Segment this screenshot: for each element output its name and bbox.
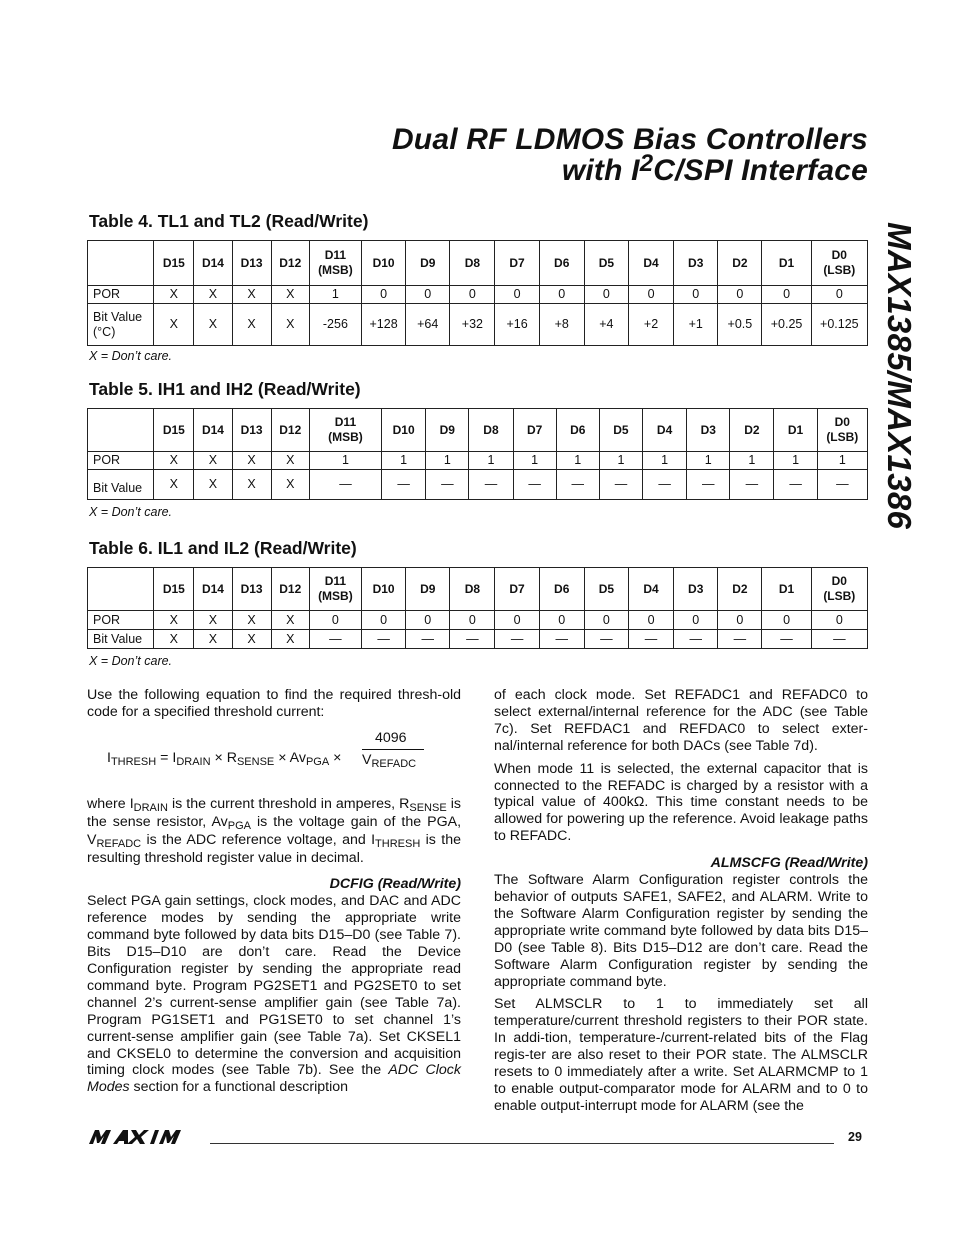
header-d7: D7 [495, 241, 539, 286]
table-cell: X [194, 630, 232, 649]
table-cell: 1 [309, 452, 381, 470]
table-cell: +16 [495, 304, 539, 346]
header-d7: D7 [495, 568, 539, 611]
header-d2: D2 [730, 409, 774, 452]
table-cell: — [811, 630, 867, 649]
header-lsb: (LSB) [823, 263, 856, 277]
header-d11-name: D11 [324, 248, 347, 262]
table-cell: +1 [674, 304, 718, 346]
eq-v: V [362, 751, 372, 768]
table-cell: +0.125 [811, 304, 867, 346]
title-line-2 [392, 150, 868, 188]
table-cell: 1 [599, 452, 642, 470]
almscfg-paragraph: The Software Alarm Configuration register controls the behavior of outputs SAFE1, SAFE2, and ALARM. Write to the Software Alarm Configuration register by sending the appropriate write command byte followed by data bits D15–D0 (see Table 8). Bits D15–D12 are don’t care. Read the Software Alarm Configuration register by sending the appropriate command byte. [494, 872, 868, 990]
table-cell: X [232, 611, 271, 630]
table-cell: — [406, 630, 450, 649]
dcfig-heading: DCFIG (Read/Write) [329, 876, 461, 893]
table-cell: 0 [628, 286, 673, 304]
header-d3: D3 [674, 568, 718, 611]
page-number: 29 [848, 1130, 862, 1144]
header-blank-cell [88, 568, 154, 611]
row-label: POR [88, 611, 154, 630]
header-d8: D8 [450, 568, 495, 611]
table-cell: 1 [817, 452, 867, 470]
header-d0-name: D0 [831, 248, 847, 262]
header-d0-name: D0 [831, 574, 847, 588]
table-cell: +64 [406, 304, 450, 346]
table-cell: 0 [362, 611, 406, 630]
header-d14: D14 [194, 568, 232, 611]
header-msb: (MSB) [318, 589, 353, 603]
table-cell: — [495, 630, 539, 649]
header-d2: D2 [718, 241, 762, 286]
eq-sub-pga: PGA [305, 755, 330, 768]
table-row [88, 286, 868, 304]
table-cell: X [194, 470, 232, 500]
right-text-column [494, 687, 868, 1121]
eq-denominator [362, 752, 416, 770]
table-cell: -256 [309, 304, 361, 346]
eq-numerator: 4096 [375, 729, 407, 746]
almscfg-heading: ALMSCFG (Read/Write) [710, 855, 868, 872]
table-cell: — [556, 470, 599, 500]
table-cell: 0 [495, 286, 539, 304]
table-cell: +4 [584, 304, 628, 346]
table-cell: X [271, 630, 309, 649]
eq-times-r: × R [210, 749, 237, 766]
header-d12: D12 [271, 409, 309, 452]
header-d13: D13 [232, 409, 271, 452]
table-cell: 0 [762, 286, 811, 304]
header-d0 [811, 241, 867, 286]
header-d10: D10 [362, 568, 406, 611]
table-cell: 0 [762, 611, 811, 630]
row-label: Bit Value [88, 470, 154, 500]
where-text-6: is the resulting threshold register value in decimal. [87, 831, 461, 866]
table-cell: 0 [674, 611, 718, 630]
row-label [88, 304, 154, 346]
header-d11 [309, 568, 361, 611]
table-cell: — [309, 470, 381, 500]
footer-rule [210, 1143, 834, 1144]
header-d3: D3 [687, 409, 730, 452]
table-cell: 1 [513, 452, 556, 470]
table4 [87, 240, 868, 346]
table-cell: X [154, 470, 194, 500]
row-label: Bit Value [88, 630, 154, 649]
table-cell: 0 [539, 286, 584, 304]
table-cell: X [194, 304, 232, 346]
table-cell: — [382, 470, 426, 500]
where-text-1: where I [87, 795, 134, 812]
table-cell: — [718, 630, 762, 649]
table-cell: — [674, 630, 718, 649]
where-sub-drain: DRAIN [133, 801, 168, 814]
header-d15: D15 [154, 241, 194, 286]
table-cell: 1 [774, 452, 817, 470]
where-sub-pga: PGA [227, 819, 252, 832]
table-cell: 1 [382, 452, 426, 470]
dcfig-text-tail: section for a functional description [129, 1079, 349, 1096]
table-cell: X [232, 304, 271, 346]
eq-fraction-bar [362, 749, 424, 750]
header-d13: D13 [232, 568, 271, 611]
left-text-column [87, 687, 461, 1102]
table-cell: — [762, 630, 811, 649]
table6 [87, 567, 868, 649]
table6-note: X = Don’t care. [89, 654, 173, 668]
header-d10: D10 [362, 241, 406, 286]
table-cell: 0 [309, 611, 361, 630]
table-cell: 1 [643, 452, 687, 470]
title-superscript: 2 [639, 150, 654, 177]
dcfig-text: Select PGA gain settings, clock modes, and DAC and ADC reference modes by sending the appropriate write command byte followed by data bits D15–D0 (see Table 7). Bits D15–D10 are don’t care. Read the Device Configuration register by sending the appropriate read command byte. Program PG2SET1 and PG2SET0 to set channel 2’s current-sense amplifier gain (see Table 7a). Program PG1SET1 and PG1SET0 to set channel 1’s current-sense amplifier gain (see Table 7a). Set CKSEL1 and CKSEL0 to determine the conversion and acquisition timing clock modes (see Table 7b). See the [87, 893, 461, 1079]
header-d8: D8 [469, 409, 513, 452]
table-cell: 0 [718, 286, 762, 304]
where-text-4: is the voltage gain of the PGA, V [87, 813, 462, 848]
table-cell: +0.25 [762, 304, 811, 346]
table-header-row [88, 568, 868, 611]
table-cell: 0 [539, 611, 584, 630]
header-d15: D15 [154, 409, 194, 452]
table-row [88, 470, 868, 500]
header-d4: D4 [643, 409, 687, 452]
header-d8: D8 [450, 241, 495, 286]
table5-title: Table 5. IH1 and IH2 (Read/Write) [89, 379, 361, 399]
table-cell: — [628, 630, 673, 649]
table-cell: 0 [718, 611, 762, 630]
table4-title: Table 4. TL1 and TL2 (Read/Write) [89, 211, 369, 231]
table-cell: X [232, 630, 271, 649]
eq-equals-i: = I [156, 749, 177, 766]
header-blank-cell [88, 241, 154, 286]
table-header-row [88, 409, 868, 452]
header-d15: D15 [154, 568, 194, 611]
table-cell: — [539, 630, 584, 649]
header-d11 [309, 241, 361, 286]
table-cell: — [362, 630, 406, 649]
eq-sub-sense: SENSE [236, 755, 275, 768]
table-cell: 0 [495, 611, 539, 630]
table-cell: — [643, 470, 687, 500]
maxim-logo-icon [86, 1128, 198, 1146]
table-cell: +32 [450, 304, 495, 346]
row-label: POR [88, 286, 154, 304]
table-row [88, 304, 868, 346]
table-cell: X [271, 304, 309, 346]
header-d6: D6 [539, 568, 584, 611]
header-d1: D1 [762, 568, 811, 611]
header-d10: D10 [382, 409, 426, 452]
table-cell: X [154, 630, 194, 649]
table-cell: X [271, 286, 309, 304]
header-d9: D9 [426, 409, 469, 452]
header-d11-name: D11 [334, 415, 357, 429]
table-cell: 0 [450, 611, 495, 630]
header-lsb: (LSB) [826, 430, 859, 444]
table-cell: 0 [450, 286, 495, 304]
header-lsb: (LSB) [823, 589, 856, 603]
table-cell: — [450, 630, 495, 649]
maxim-logo [86, 1128, 198, 1151]
header-d14: D14 [194, 409, 232, 452]
table-cell: 1 [469, 452, 513, 470]
header-blank-cell [88, 409, 154, 452]
header-d5: D5 [599, 409, 642, 452]
title-line-2-prefix: with I [561, 154, 640, 187]
table-cell: X [271, 452, 309, 470]
table-cell: 0 [628, 611, 673, 630]
header-d9: D9 [406, 568, 450, 611]
table-cell: +2 [628, 304, 673, 346]
table-cell: 1 [556, 452, 599, 470]
table-cell: 0 [584, 611, 628, 630]
where-sub-refadc: REFADC [96, 837, 142, 850]
header-d5: D5 [584, 568, 628, 611]
table-cell: — [309, 630, 361, 649]
table-cell: X [154, 304, 194, 346]
where-text-5: is the ADC reference voltage, and I [141, 831, 376, 848]
table-cell: — [584, 630, 628, 649]
table-cell: X [232, 286, 271, 304]
table-cell: X [232, 470, 271, 500]
eq-sub-thresh: THRESH [110, 755, 157, 768]
eq-sub-refadc: REFADC [371, 757, 417, 770]
title-line-2-suffix: C/SPI Interface [653, 154, 868, 187]
table-cell: 1 [426, 452, 469, 470]
where-sub-thresh: THRESH [375, 837, 421, 850]
table-cell: — [426, 470, 469, 500]
table5-note: X = Don’t care. [89, 505, 173, 519]
header-d2: D2 [718, 568, 762, 611]
table-cell: 1 [309, 286, 361, 304]
header-msb: (MSB) [328, 430, 363, 444]
header-d4: D4 [628, 568, 673, 611]
row-label: POR [88, 452, 154, 470]
header-d0 [811, 568, 867, 611]
almsclr-paragraph: Set ALMSCLR to 1 to immediately set all temperature/current threshold registers to their POR state. In addi-tion, temperature-/current-related bits of the Flag regis-ter are also reset to their POR state. The ALMSCLR resets to 0 immediately after a write. Set ALARMCMP to 1 to enable output-comparator mode for ALARM and to 0 to enable output-interrupt mode for ALARM (see the [494, 996, 868, 1114]
table-cell: — [730, 470, 774, 500]
table-cell: X [194, 611, 232, 630]
header-d14: D14 [194, 241, 232, 286]
header-d3: D3 [674, 241, 718, 286]
header-d9: D9 [406, 241, 450, 286]
row-label-line2: (°C) [93, 324, 116, 339]
header-d4: D4 [628, 241, 673, 286]
where-paragraph [87, 796, 461, 867]
table-cell: X [154, 286, 194, 304]
table-cell: 1 [687, 452, 730, 470]
table-header-row [88, 241, 868, 286]
table-cell: X [154, 611, 194, 630]
table6-title: Table 6. IL1 and IL2 (Read/Write) [89, 538, 357, 558]
header-msb: (MSB) [318, 263, 353, 277]
table-cell: +0.5 [718, 304, 762, 346]
table4-note: X = Don’t care. [89, 349, 173, 363]
table-cell: — [599, 470, 642, 500]
table-cell: — [817, 470, 867, 500]
eq-sub-drain: DRAIN [176, 755, 211, 768]
eq-times-av: × Av [274, 749, 306, 766]
header-d12: D12 [271, 568, 309, 611]
table-cell: 0 [406, 611, 450, 630]
header-d1: D1 [774, 409, 817, 452]
table-cell: — [469, 470, 513, 500]
table-cell: — [687, 470, 730, 500]
dcfig-paragraph [87, 893, 461, 1096]
table-cell: X [154, 452, 194, 470]
header-d12: D12 [271, 241, 309, 286]
header-d1: D1 [762, 241, 811, 286]
header-d0 [817, 409, 867, 452]
table-cell: — [774, 470, 817, 500]
table-cell: X [271, 611, 309, 630]
where-sub-sense: SENSE [409, 801, 447, 814]
header-d13: D13 [232, 241, 271, 286]
dcfig-italic-ref: ADC Clock Modes [87, 1062, 461, 1096]
table-cell: X [232, 452, 271, 470]
table-cell: 0 [584, 286, 628, 304]
header-d6: D6 [556, 409, 599, 452]
table-cell: 0 [362, 286, 406, 304]
row-label-line1: Bit Value [93, 309, 143, 324]
eq-times: × [329, 749, 342, 766]
where-text-3: is the sense resistor, Av [87, 795, 461, 830]
table-cell: +8 [539, 304, 584, 346]
threshold-equation [87, 730, 461, 782]
table-cell: — [513, 470, 556, 500]
table-cell: 0 [811, 611, 867, 630]
table-row [88, 630, 868, 649]
title-line-1: Dual RF LDMOS Bias Controllers [391, 123, 868, 156]
equation-expression [107, 750, 341, 768]
header-d11-name: D11 [324, 574, 347, 588]
table-cell: X [194, 286, 232, 304]
eq-i: I [107, 749, 111, 766]
table-row [88, 452, 868, 470]
where-text-2: is the current threshold in amperes, R [167, 795, 410, 812]
header-d11 [309, 409, 381, 452]
table5 [87, 408, 868, 500]
equation-intro: Use the following equation to find the required thresh-old code for a specified threshold current: [87, 687, 461, 720]
mode11-paragraph: When mode 11 is selected, the external capacitor that is connected to the REFADC is charged by a resistor with a typical value of 400kΩ. This time constant needs to be allowed for powering up the reference. Avoid leakage paths to REFADC. [494, 760, 868, 845]
table-cell: 1 [730, 452, 774, 470]
table-cell: 0 [406, 286, 450, 304]
table-cell: X [271, 470, 309, 500]
table-cell: 0 [811, 286, 867, 304]
header-d0-name: D0 [834, 415, 850, 429]
table-cell: X [194, 452, 232, 470]
header-d7: D7 [513, 409, 556, 452]
table-cell: +128 [362, 304, 406, 346]
header-d6: D6 [539, 241, 584, 286]
table-row [88, 611, 868, 630]
header-d5: D5 [584, 241, 628, 286]
table-cell: 0 [674, 286, 718, 304]
clock-mode-paragraph: of each clock mode. Set REFADC1 and REFADC0 to select external/internal reference for the ADC (see Table 7c). Set REFDAC1 and REFDAC0 to select exter-nal/internal reference for both DACs (see Table 7d). [494, 687, 868, 754]
document-title [392, 124, 868, 188]
side-part-number: MAX1385/MAX1386 [881, 222, 918, 530]
